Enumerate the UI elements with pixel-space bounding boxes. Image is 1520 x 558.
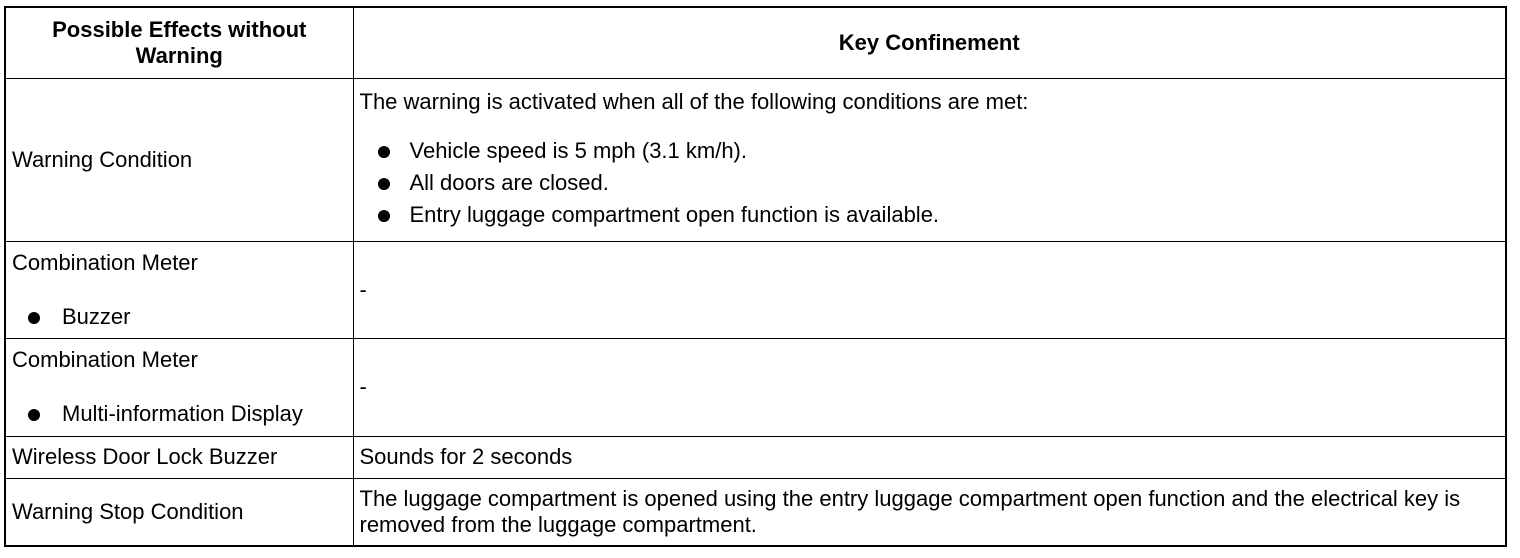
combination-meter-label: Combination Meter (12, 347, 198, 372)
warning-stop-condition-label: Warning Stop Condition (5, 478, 353, 546)
display-label: Multi-information Display (62, 401, 303, 426)
combination-meter-display-cell (5, 338, 353, 436)
warning-condition-value (353, 78, 1506, 241)
list-item: Vehicle speed is 5 mph (3.1 km/h). (360, 135, 1500, 167)
table-row-combination-meter-display (5, 338, 1506, 436)
display-sub-item (12, 401, 347, 427)
table-row-warning-condition (5, 78, 1506, 241)
combination-meter-label: Combination Meter (12, 249, 198, 275)
warning-condition-list (360, 135, 1500, 231)
wireless-door-lock-buzzer-label: Wireless Door Lock Buzzer (5, 436, 353, 478)
wireless-door-lock-buzzer-value: Sounds for 2 seconds (353, 436, 1506, 478)
table-row-combination-meter-buzzer (5, 241, 1506, 338)
header-row (5, 7, 1506, 78)
list-item: Entry luggage compartment open function is available. (360, 199, 1500, 231)
list-item: All doors are closed. (360, 167, 1500, 199)
buzzer-sub-item (12, 304, 347, 330)
table-row-warning-stop-condition (5, 478, 1506, 546)
combination-meter-buzzer-cell (5, 241, 353, 338)
table-row-wireless-door-lock-buzzer (5, 436, 1506, 478)
buzzer-label: Buzzer (62, 303, 131, 329)
header-effects: Possible Effects without Warning (5, 7, 353, 78)
bullet-icon (28, 409, 40, 421)
warning-condition-intro: The warning is activated when all of the following conditions are met: (359, 88, 1029, 114)
combination-meter-display-value: - (353, 338, 1506, 436)
warning-stop-condition-value: The luggage compartment is opened using the entry luggage compartment open function and the electrical key is removed from the luggage compartment. (353, 478, 1506, 546)
header-key-confinement: Key Confinement (353, 7, 1506, 78)
combination-meter-buzzer-value: - (353, 241, 1506, 338)
warning-condition-label: Warning Condition (5, 78, 353, 241)
key-confinement-table (4, 6, 1507, 547)
bullet-icon (28, 312, 40, 324)
